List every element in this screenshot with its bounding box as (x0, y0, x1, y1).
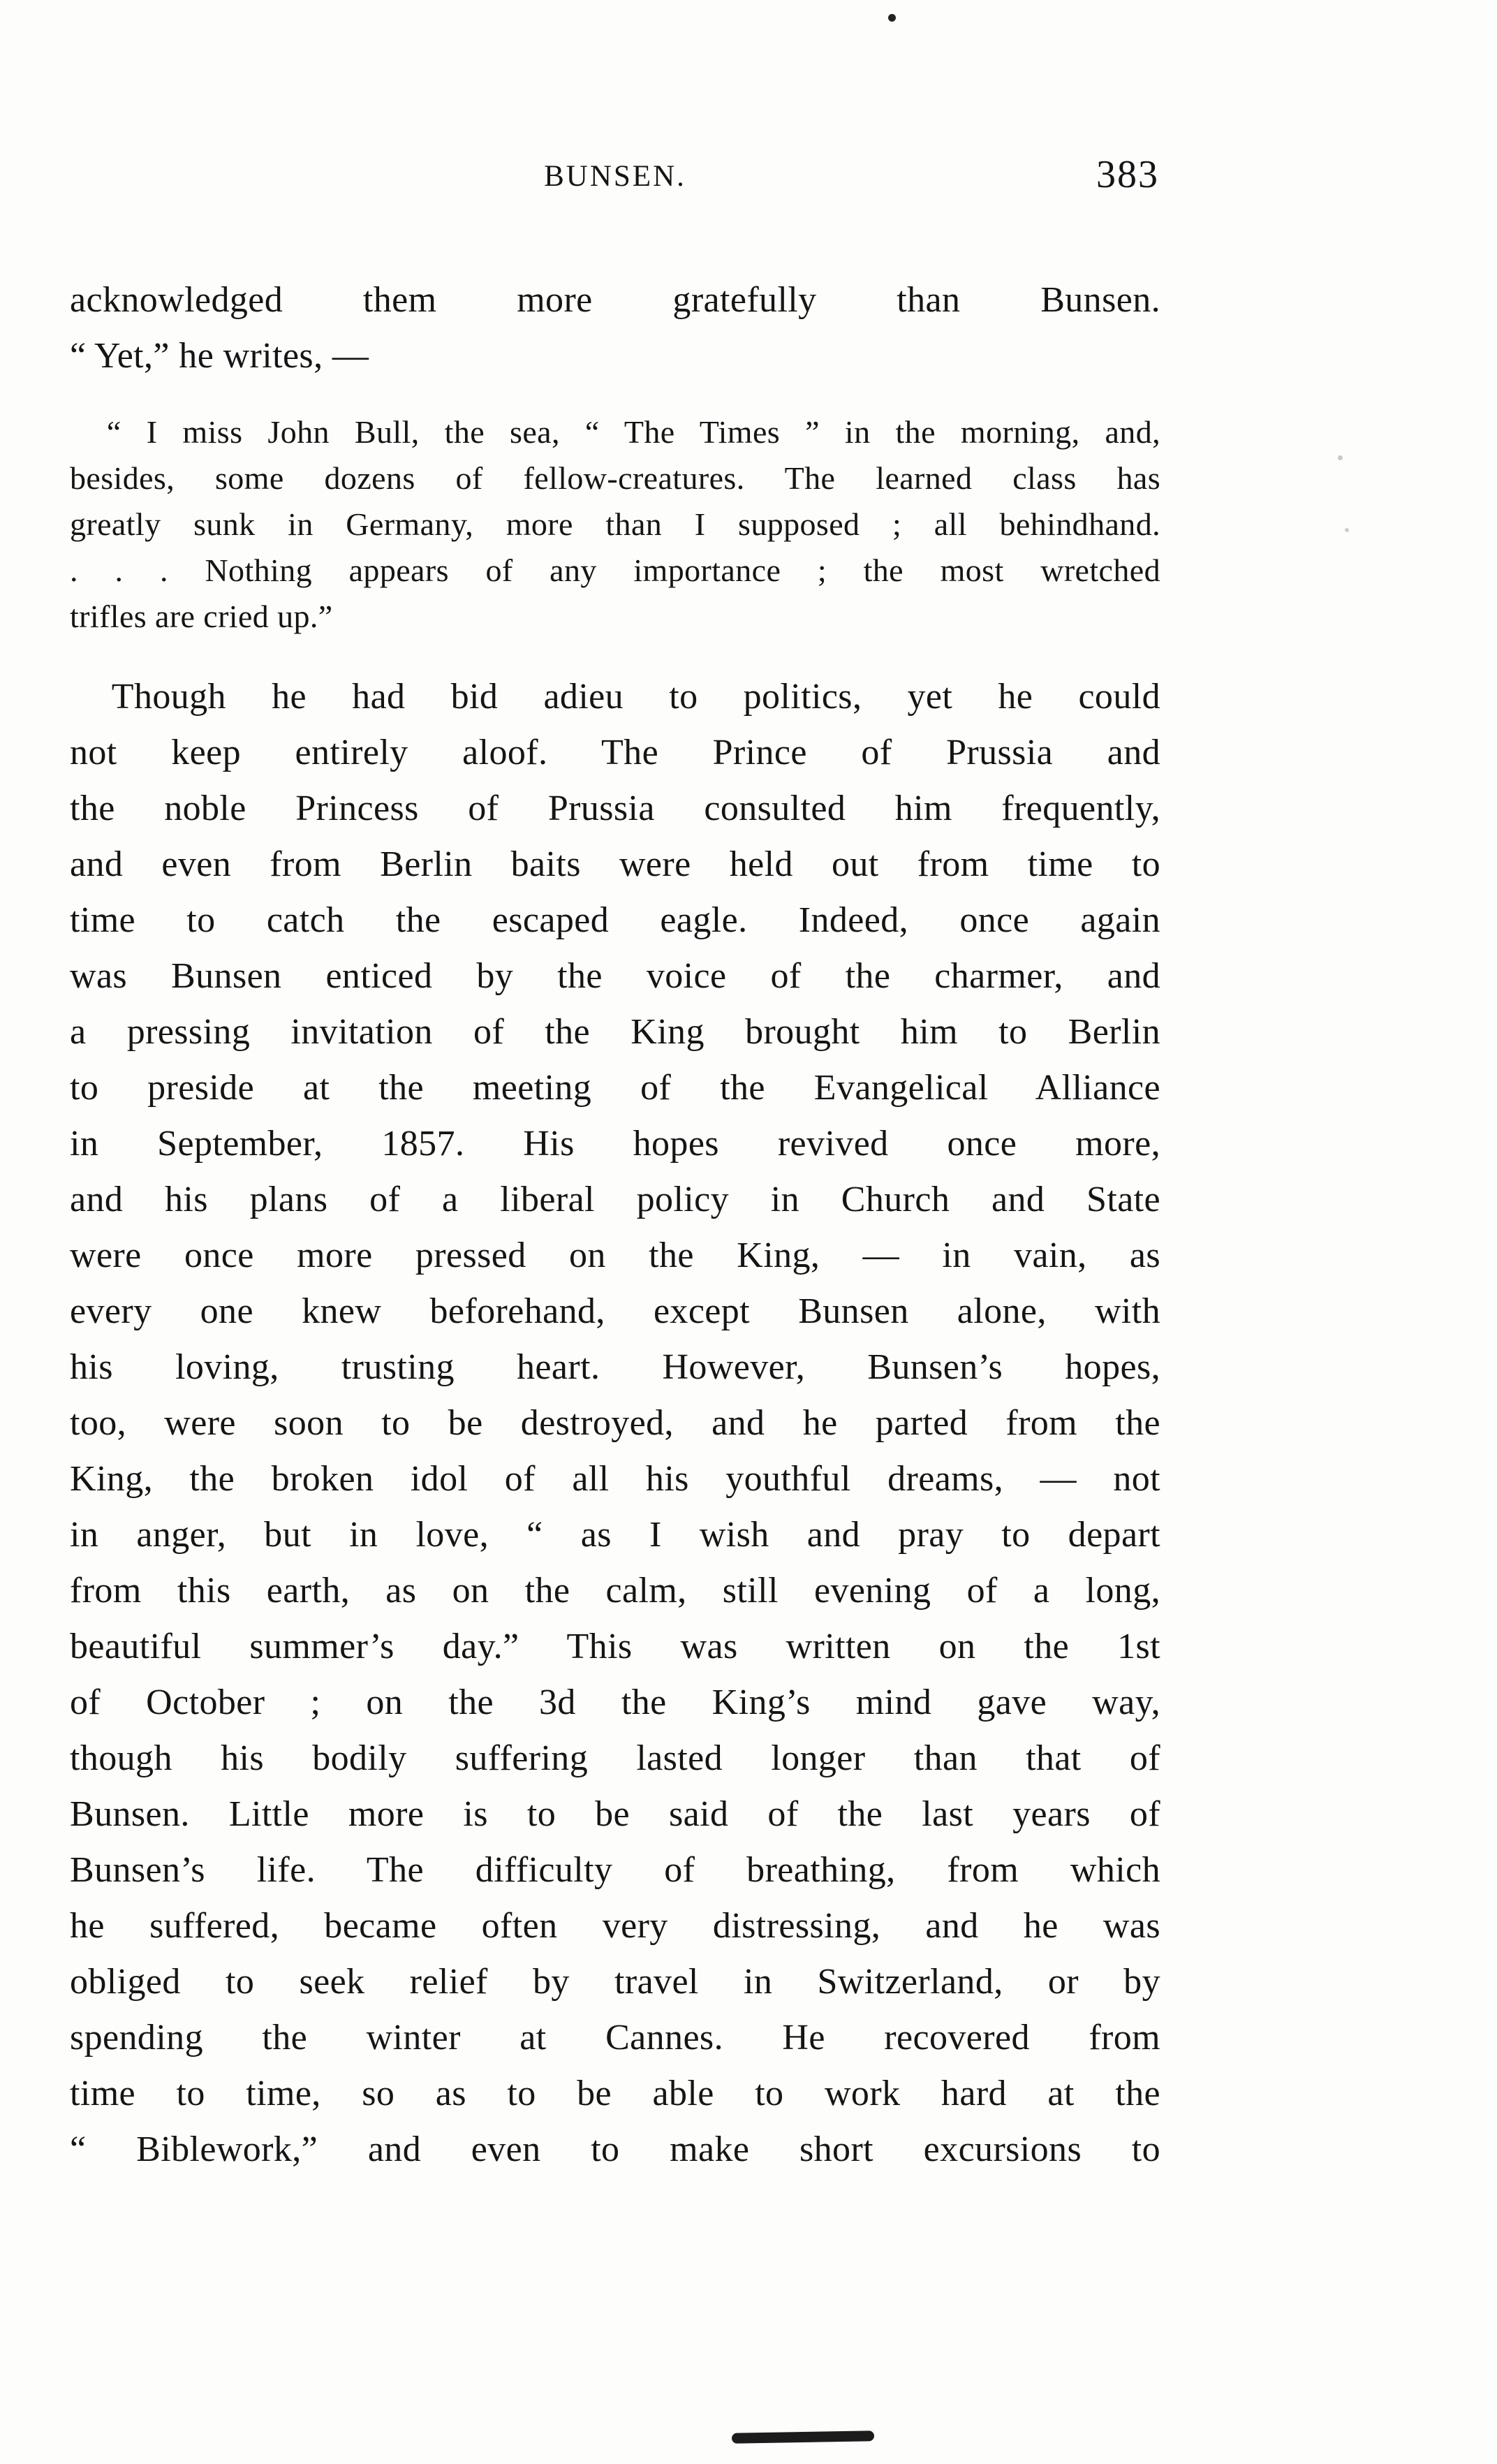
text-line: greatly sunk in Germany, more than I supposed ; all behindhand. (70, 506, 1160, 542)
ink-speck-right-margin-2 (1345, 528, 1349, 532)
text-line: from this earth, as on the calm, still evening of a long, (70, 1571, 1160, 1611)
paragraph (70, 272, 1160, 384)
page-number: 383 (1096, 153, 1159, 196)
text-line: and even from Berlin baits were held out from time to (70, 844, 1160, 884)
text-line: “ I miss John Bull, the sea, “ The Times ” in the morning, and, (106, 414, 1160, 450)
text-line: his loving, trusting heart. However, Bunsen’s hopes, (70, 1347, 1160, 1387)
running-head (70, 153, 1160, 205)
text-line: Bunsen. Little more is to be said of the last years of (70, 1794, 1160, 1834)
text-line: was Bunsen enticed by the voice of the charmer, and (70, 956, 1160, 996)
text-line: Though he had bid adieu to politics, yet he could (111, 677, 1160, 717)
text-line: though his bodily suffering lasted longer than that of (70, 1738, 1160, 1778)
text-line: beautiful summer’s day.” This was written on the 1st (70, 1627, 1160, 1666)
text-line: trifles are cried up.” (70, 599, 333, 634)
page-content (70, 153, 1160, 2178)
text-line: “ Yet,” he writes, — (70, 336, 369, 376)
text-line: in anger, but in love, “ as I wish and pray to depart (70, 1515, 1160, 1555)
text-block (70, 272, 1160, 2178)
text-line: every one knew beforehand, except Bunsen alone, with (70, 1291, 1160, 1331)
text-line: time to time, so as to be able to work hard at the (70, 2074, 1160, 2113)
text-line: besides, some dozens of fellow-creatures. The learned class has (70, 460, 1160, 496)
text-line: time to catch the escaped eagle. Indeed, once again (70, 900, 1160, 940)
text-line: Bunsen’s life. The difficulty of breathing, from which (70, 1850, 1160, 1890)
text-line: King, the broken idol of all his youthful dreams, — not (70, 1459, 1160, 1499)
text-line: acknowledged them more gratefully than Bunsen. (70, 280, 1160, 320)
text-line: spending the winter at Cannes. He recovered from (70, 2018, 1160, 2058)
text-line: too, were soon to be destroyed, and he parted from the (70, 1403, 1160, 1443)
text-line: not keep entirely aloof. The Prince of Prussia and (70, 733, 1160, 772)
text-line: of October ; on the 3d the King’s mind gave way, (70, 1682, 1160, 1722)
text-line: and his plans of a liberal policy in Church and State (70, 1180, 1160, 1219)
paragraph (70, 409, 1160, 640)
text-line: were once more pressed on the King, — in vain, as (70, 1235, 1160, 1275)
paragraph (70, 669, 1160, 2178)
text-line: to preside at the meeting of the Evangelical Alliance (70, 1068, 1160, 1108)
ink-speck-right-margin (1338, 455, 1343, 460)
ink-smudge-bottom (732, 2430, 874, 2444)
text-line: the noble Princess of Prussia consulted him frequently, (70, 789, 1160, 828)
text-line: “ Biblework,” and even to make short excursions to (70, 2129, 1160, 2169)
text-line: . . . Nothing appears of any importance ; the most wretched (70, 552, 1160, 588)
ink-speck-top (888, 14, 896, 22)
text-line: in September, 1857. His hopes revived once more, (70, 1124, 1160, 1164)
text-line: obliged to seek relief by travel in Switzerland, or by (70, 1962, 1160, 2002)
text-line: a pressing invitation of the King brought him to Berlin (70, 1012, 1160, 1052)
text-line: he suffered, became often very distressing, and he was (70, 1906, 1160, 1946)
running-head-title: BUNSEN. (544, 160, 686, 193)
